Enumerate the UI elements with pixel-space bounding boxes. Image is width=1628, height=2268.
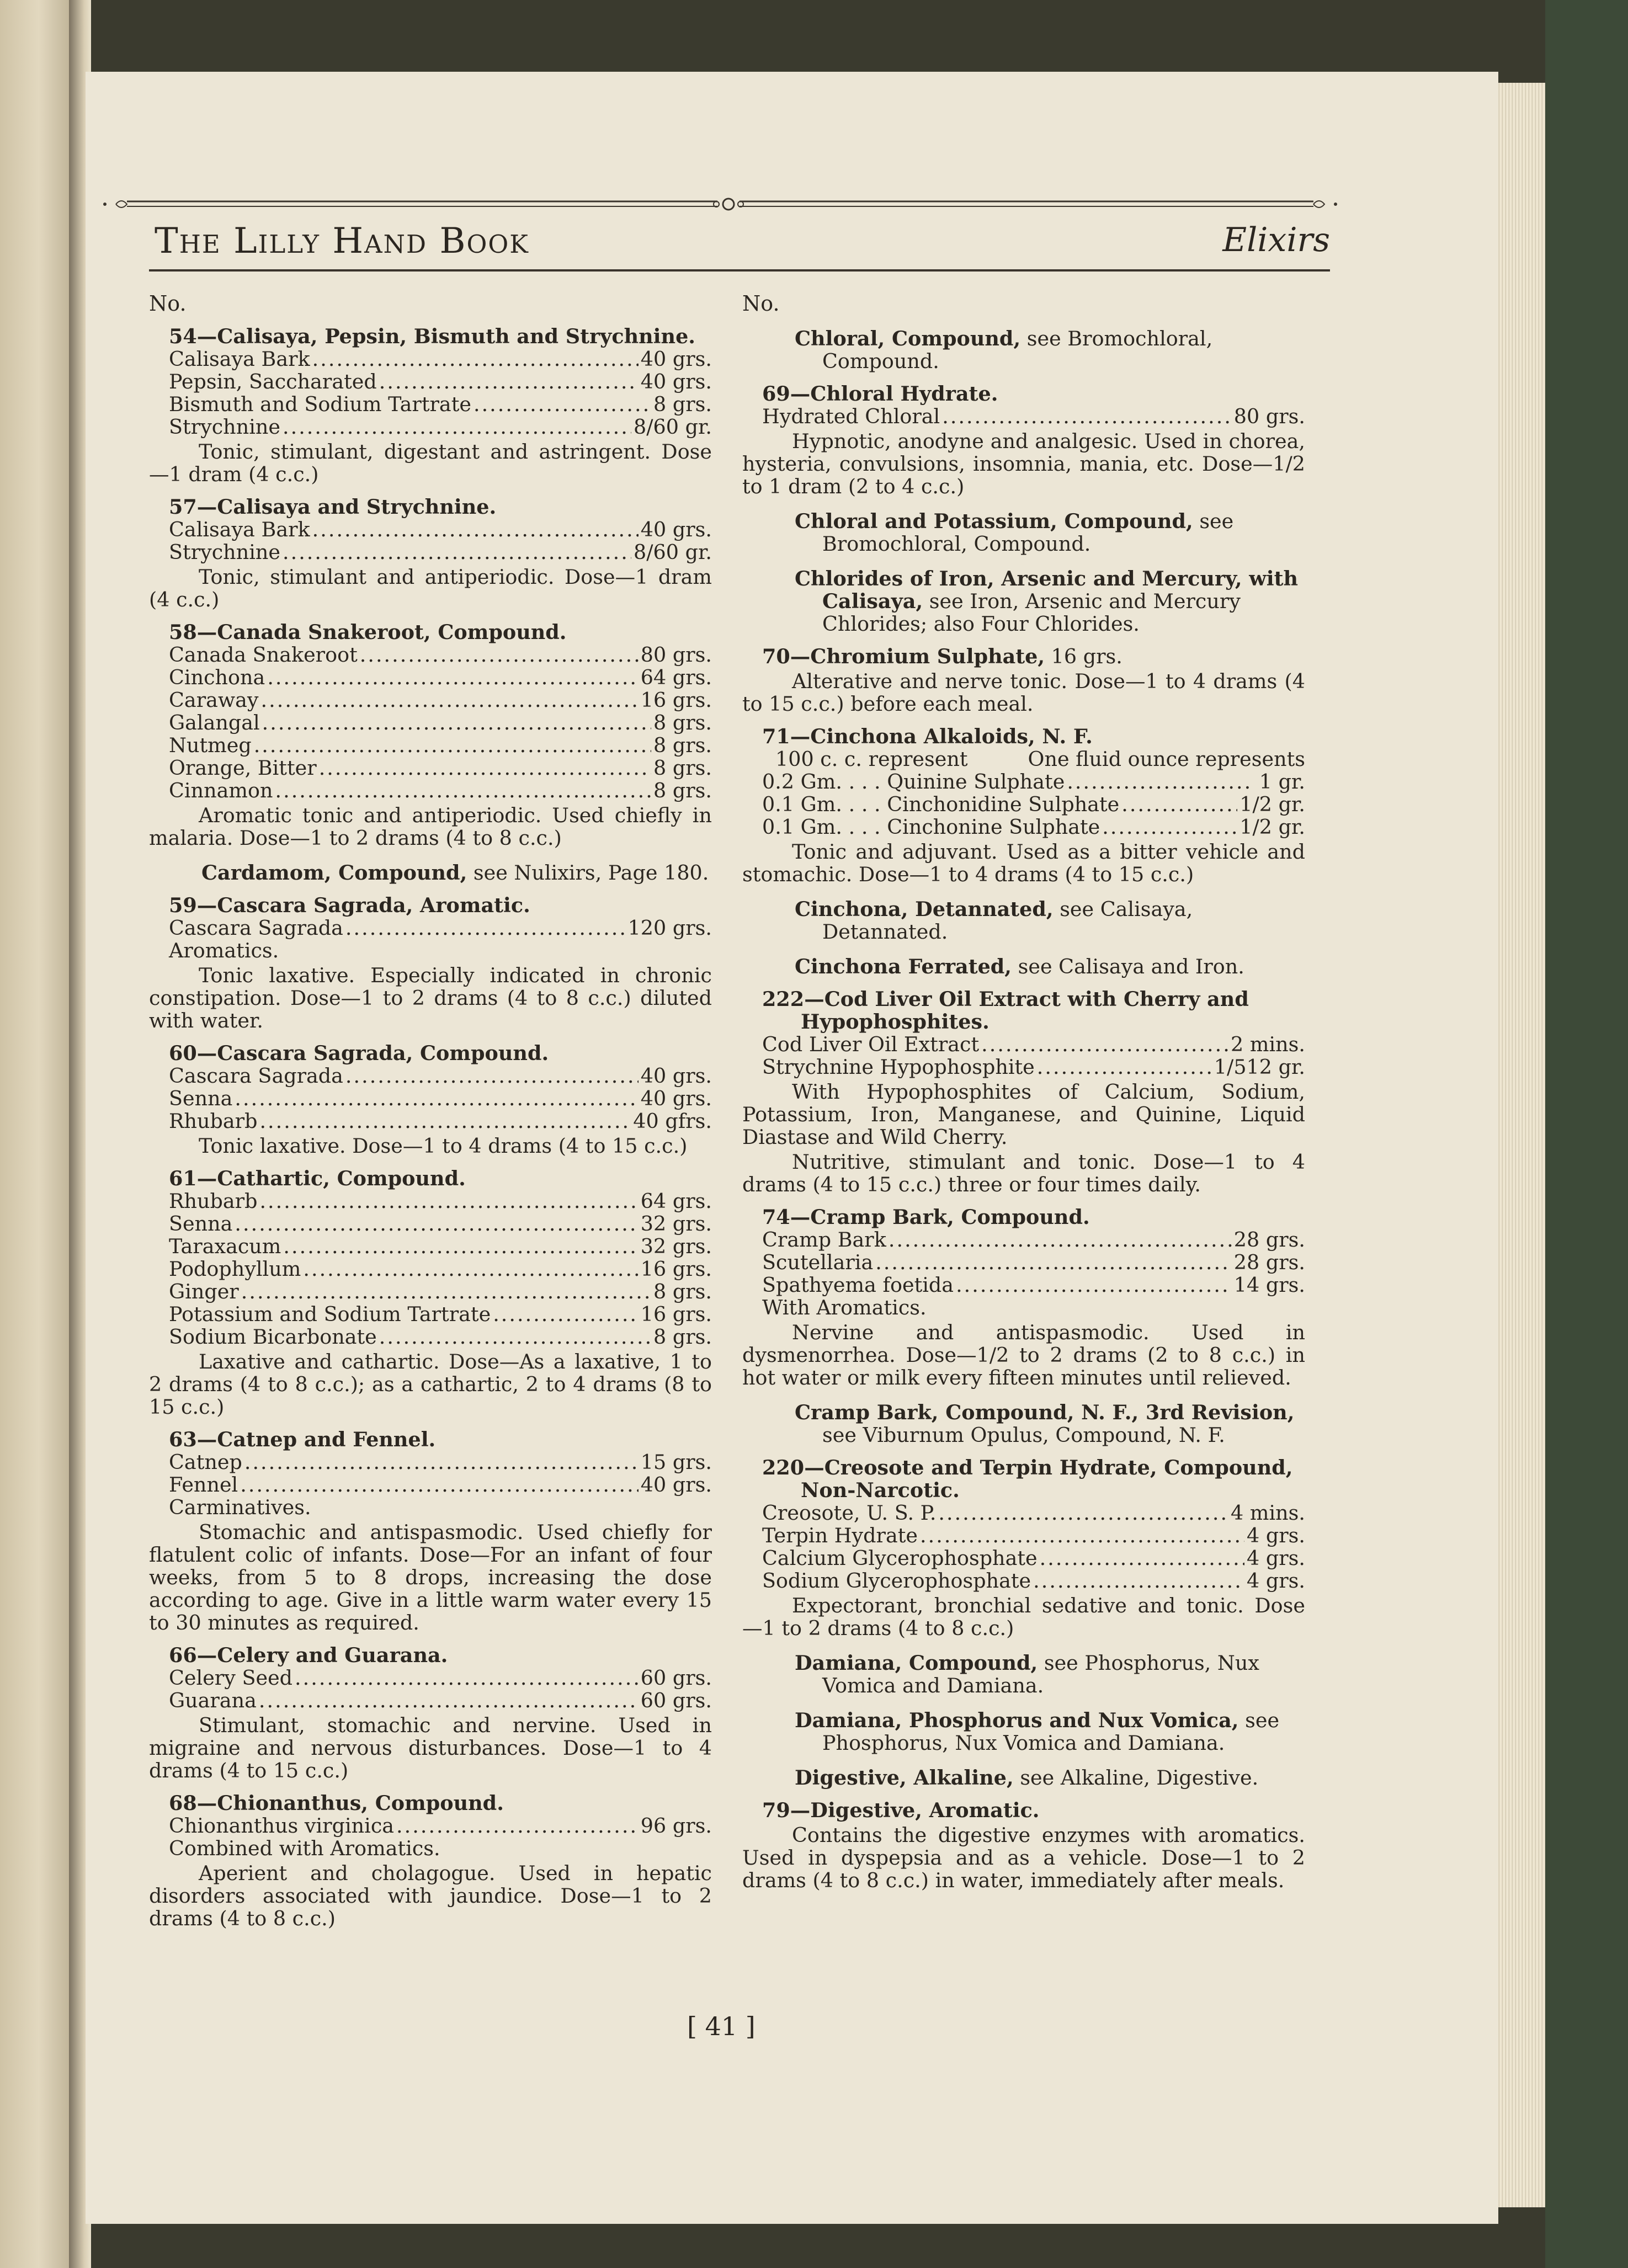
ingredient-amount: 40 grs.: [640, 518, 712, 541]
entry-title-text: 61—Cathartic, Compound.: [169, 1167, 466, 1190]
entry-title: [169, 1644, 712, 1667]
ingredient-name: Cinchona: [169, 666, 265, 689]
ingredient-row: [169, 393, 712, 416]
ingredient-row: [169, 518, 712, 541]
ingredient-amount: 28 grs.: [1233, 1250, 1305, 1274]
ingredient-row: [169, 1325, 712, 1348]
see-reference-head: Damiana, Compound,: [795, 1651, 1038, 1675]
see-reference-tail: see Alkaline, Digestive.: [1013, 1766, 1259, 1790]
ingredient-row: [169, 689, 712, 711]
ingredient-amount: 16 grs.: [640, 688, 712, 712]
ingredient-row: [169, 348, 712, 370]
dot-leader: [267, 666, 638, 689]
dot-leader: [875, 1251, 1232, 1274]
formula-entry: [149, 1428, 712, 1634]
ingredient-name: Canada Snakeroot: [169, 643, 358, 667]
ingredient-amount: 1 gr.: [1259, 770, 1305, 794]
formula-entry: [149, 496, 712, 611]
ingredient-amount: 40 grs.: [640, 1064, 712, 1088]
ingredient-row: [762, 770, 1305, 793]
entry-title: [169, 1167, 712, 1190]
ingredient-row: [169, 1258, 712, 1280]
dot-leader: [275, 779, 651, 802]
dot-leader: [379, 370, 639, 393]
dot-leader: [981, 1033, 1228, 1056]
ingredient-name: Strychnine: [169, 415, 280, 439]
header-ornament: [94, 193, 1352, 215]
ingredient-amount: 8 grs.: [653, 756, 712, 780]
ingredient-row: [762, 1056, 1305, 1078]
ingredient-name: Senna: [169, 1087, 233, 1110]
ingredient-name: Fennel: [169, 1473, 238, 1497]
ingredient-name: Rhubarb: [169, 1109, 258, 1133]
see-reference-head: Damiana, Phosphorus and Nux Vomica,: [795, 1708, 1239, 1732]
ingredient-amount: 32 grs.: [640, 1234, 712, 1258]
description: Nutritive, stimulant and tonic. Dose—1 to 4 drams (4 to 15 c.c.) three or four times daily.: [742, 1150, 1305, 1196]
ingredient-name: Scutellaria: [762, 1250, 874, 1274]
dot-leader: [345, 917, 626, 939]
see-reference-head: Cinchona Ferrated,: [795, 955, 1012, 978]
ingredient-name: Caraway: [169, 688, 259, 712]
ingredient-amount: 40 grs.: [640, 1087, 712, 1110]
ingredient-name: Spathyema foetida: [762, 1273, 954, 1297]
ingredient-name: 0.1 Gm. . . . Cinchonidine Sulphate: [762, 792, 1120, 816]
description: Laxative and cathartic. Dose—As a laxative, 1 to 2 drams (4 to 8 c.c.); as a cathartic, 2 to 4 drams (8 to 15 c.c.): [149, 1350, 712, 1419]
formula-entry: [149, 1042, 712, 1157]
ingredient-name: Catnep: [169, 1450, 242, 1474]
entry-title-text: 220—Creosote and Terpin Hydrate, Compound, Non-Narcotic.: [762, 1456, 1293, 1502]
entry-title: [169, 1792, 712, 1814]
ingredient-name: 0.1 Gm. . . . Cinchonine Sulphate: [762, 815, 1100, 839]
formula-entry: [149, 1792, 712, 1930]
previous-page-edge: [0, 0, 77, 2268]
ingredient-row: [169, 1190, 712, 1212]
note-line: With Aromatics.: [762, 1296, 927, 1319]
ingredient-name: Celery Seed: [169, 1666, 293, 1690]
formula-entry: [742, 1799, 1305, 1892]
ingredient-name: Creosote, U. S. P.: [762, 1501, 937, 1525]
formula-entry: [742, 1206, 1305, 1389]
dot-leader: [295, 1667, 639, 1689]
ingredient-amount: 120 grs.: [627, 916, 712, 940]
ingredient-amount: 8 grs.: [653, 1280, 712, 1303]
ingredient-amount: 8 grs.: [653, 1325, 712, 1349]
entry-title-text: 63—Catnep and Fennel.: [169, 1428, 436, 1451]
see-reference-head: Chloral and Potassium, Compound,: [795, 509, 1193, 533]
right-column: [742, 292, 1305, 1892]
ingredient-name: Cascara Sagrada: [169, 1064, 343, 1088]
ingredient-row: [169, 1064, 712, 1087]
ingredient-amount: 4 grs.: [1247, 1546, 1305, 1570]
dot-leader: [259, 1190, 638, 1212]
ingredient-name: Terpin Hydrate: [762, 1524, 918, 1547]
ingredient-amount: 1/2 gr.: [1239, 792, 1305, 816]
ingredient-row: [762, 1274, 1305, 1296]
ingredient-name: Pepsin, Saccharated: [169, 370, 377, 393]
description: Hypnotic, anodyne and analgesic. Used in chorea, hysteria, convulsions, insomnia, mania, etc. Dose—1/2 to 1 dram (2 to 4 c.c.): [742, 429, 1305, 498]
ingredient-row: [169, 1235, 712, 1258]
ingredient-row: [169, 1473, 712, 1496]
description: Tonic laxative. Especially indicated in chronic constipation. Dose—1 to 2 drams (4 to 8 c.c.) diluted with water.: [149, 963, 712, 1032]
description: Stomachic and antispasmodic. Used chiefly for flatulent colic of infants. Dose—For an infant of four weeks, from 5 to 8 drops, increasing the dose according to age. Give in a little warm water every 15 to 30 minutes as required.: [149, 1520, 712, 1635]
note-line: Carminatives.: [169, 1495, 311, 1519]
entry-title-text: 57—Calisaya and Strychnine.: [169, 495, 497, 519]
see-reference: [742, 1766, 1305, 1789]
header-rule: [149, 269, 1330, 271]
formula-entry: [149, 325, 712, 486]
ingredient-amount: 40 grs.: [640, 347, 712, 371]
entry-title: [762, 1799, 1305, 1822]
formula-entry: [742, 382, 1305, 498]
ingredient-row: [169, 416, 712, 438]
entry-title-amount: 16 grs.: [1045, 645, 1122, 668]
ingredient-amount: 4 mins.: [1231, 1501, 1305, 1525]
ingredient-row: [169, 1814, 712, 1837]
entry-title: [169, 621, 712, 643]
ingredient-row: [762, 1524, 1305, 1547]
dot-leader: [942, 405, 1232, 428]
description: Aromatic tonic and antiperiodic. Used chiefly in malaria. Dose—1 to 2 drams (4 to 8 c.c.): [149, 803, 712, 850]
dot-leader: [259, 1689, 639, 1712]
ingredient-amount: 8/60 gr.: [634, 540, 712, 564]
entry-title-text: 71—Cinchona Alkaloids, N. F.: [762, 725, 1093, 748]
ingredient-amount: 1/512 gr.: [1214, 1055, 1305, 1079]
see-reference: [742, 955, 1305, 978]
see-reference: [149, 861, 712, 884]
see-reference: [742, 898, 1305, 943]
ingredient-row: [169, 734, 712, 757]
entry-title: [169, 1042, 712, 1064]
ingredient-name: Potassium and Sodium Tartrate: [169, 1302, 491, 1326]
dot-leader: [283, 1235, 638, 1258]
formula-entry: [742, 725, 1305, 886]
ingredient-name: Cod Liver Oil Extract: [762, 1032, 980, 1056]
description: Nervine and antispasmodic. Used in dysmenorrhea. Dose—1/2 to 2 drams (2 to 8 c.c.) in hot water or milk every fifteen minutes until relieved.: [742, 1321, 1305, 1389]
formula-entry: [149, 621, 712, 849]
ingredient-amount: 8 grs.: [653, 733, 712, 757]
ingredient-name: Galangal: [169, 711, 260, 734]
ingredient-row: [169, 1689, 712, 1712]
ingredient-amount: 80 grs.: [640, 643, 712, 667]
dot-leader: [254, 734, 651, 757]
dot-leader: [889, 1228, 1232, 1251]
entry-title: [762, 382, 1305, 405]
description: Aperient and cholagogue. Used in hepatic disorders associated with jaundice. Dose—1 to 2 drams (4 to 8 c.c.): [149, 1861, 712, 1930]
ingredient-amount: 8 grs.: [653, 392, 712, 416]
ingredient-row: [762, 1569, 1305, 1592]
see-reference-head: Digestive, Alkaline,: [795, 1766, 1014, 1790]
see-reference-tail: see Viburnum Opulus, Compound, N. F.: [822, 1423, 1225, 1447]
section-title: Elixirs: [1222, 221, 1330, 259]
formula-entry: [149, 1644, 712, 1782]
ingredient-amount: 40 grs.: [640, 1473, 712, 1497]
formula-entry: [149, 1167, 712, 1418]
dot-leader: [319, 757, 651, 779]
entry-title-text: 74—Cramp Bark, Compound.: [762, 1205, 1090, 1229]
description: Tonic and adjuvant. Used as a bitter vehicle and stomachic. Dose—1 to 4 drams (4 to 15 c.c.): [742, 840, 1305, 886]
ingredient-amount: 8 grs.: [653, 711, 712, 734]
ingredient-row: [762, 793, 1305, 816]
ingredient-amount: 16 grs.: [640, 1257, 712, 1281]
dot-leader: [396, 1814, 639, 1837]
see-reference: [742, 510, 1305, 555]
see-reference-head: Cinchona, Detannated,: [795, 897, 1054, 921]
see-reference-tail: see Bromochloral, Compound.: [822, 327, 1213, 373]
ingredient-amount: 4 grs.: [1247, 1524, 1305, 1547]
ingredient-row: [762, 1228, 1305, 1251]
ingredient-amount: 32 grs.: [640, 1212, 712, 1236]
ingredient-row: [169, 711, 712, 734]
entry-title-text: 70—Chromium Sulphate,: [762, 645, 1045, 668]
dot-leader: [312, 348, 639, 370]
entry-title: [762, 988, 1305, 1033]
see-reference-head: Chlorides of Iron, Arsenic and Mercury, with Calisaya,: [795, 567, 1298, 613]
ingredient-row: [169, 1667, 712, 1689]
ingredient-row: [169, 1087, 712, 1110]
ingredient-row: [169, 1212, 712, 1235]
ingredient-name: Chionanthus virginica: [169, 1814, 395, 1838]
ingredient-amount: 14 grs.: [1233, 1273, 1305, 1297]
see-reference: [742, 327, 1305, 372]
ingredient-row: [169, 1303, 712, 1325]
book-cover-right: [1545, 0, 1628, 2268]
ingredient-amount: 8/60 gr.: [634, 415, 712, 439]
dot-leader: [283, 541, 631, 563]
note-line: Combined with Aromatics.: [169, 1836, 440, 1860]
ingredient-row: [169, 917, 712, 939]
formula-entry: [742, 1456, 1305, 1639]
dot-leader: [473, 393, 651, 416]
ingredient-row: [762, 1547, 1305, 1569]
description: Tonic, stimulant, digestant and astringent. Dose —1 dram (4 c.c.): [149, 440, 712, 486]
ingredient-row: [169, 779, 712, 802]
representation-header: [775, 748, 1305, 770]
dot-leader: [1037, 1056, 1212, 1078]
dot-leader: [262, 711, 651, 734]
see-reference-head: Cardamom, Compound,: [201, 861, 467, 885]
see-reference-tail: see Calisaya and Iron.: [1012, 955, 1244, 978]
dot-leader: [235, 1087, 638, 1110]
entry-title: [762, 645, 1305, 668]
dot-leader: [345, 1064, 639, 1087]
ingredient-amount: 1/2 gr.: [1239, 815, 1305, 839]
entry-title-text: 60—Cascara Sagrada, Compound.: [169, 1041, 549, 1065]
dot-leader: [1033, 1569, 1244, 1592]
entry-title-text: 54—Calisaya, Pepsin, Bismuth and Strychnine.: [169, 324, 696, 348]
see-reference: [742, 1652, 1305, 1697]
dot-leader: [956, 1274, 1232, 1296]
ingredient-row: [169, 643, 712, 666]
see-reference-head: Chloral, Compound,: [795, 327, 1021, 350]
see-reference-tail: see Phosphorus, Nux Vomica and Damiana.: [822, 1708, 1280, 1755]
ingredient-amount: 15 grs.: [640, 1450, 712, 1474]
entry-title: [762, 725, 1305, 748]
note-line: Aromatics.: [169, 939, 279, 962]
left-column: [149, 292, 712, 1930]
book-title: The Lilly Hand Book: [155, 221, 529, 262]
formula-entry: [742, 988, 1305, 1196]
ingredient-name: Cinnamon: [169, 779, 273, 802]
see-reference-tail: see Phosphorus, Nux Vomica and Damiana.: [822, 1651, 1259, 1697]
ingredient-name: Guarana: [169, 1689, 257, 1712]
description: Stimulant, stomachic and nervine. Used in migraine and nervous disturbances. Dose—1 to 4 drams (4 to 15 c.c.): [149, 1713, 712, 1782]
ingredient-name: Hydrated Chloral: [762, 404, 940, 428]
entry-title-text: 58—Canada Snakeroot, Compound.: [169, 620, 567, 644]
entry-title-text: 68—Chionanthus, Compound.: [169, 1791, 504, 1815]
entry-title: [169, 894, 712, 917]
ingredient-name: Sodium Bicarbonate: [169, 1325, 377, 1349]
ingredient-name: Orange, Bitter: [169, 756, 317, 780]
page-number: [ 41 ]: [687, 2011, 756, 2041]
ingredient-row: [762, 405, 1305, 428]
number-label: No.: [742, 291, 780, 316]
page-stack-edges: [1490, 83, 1551, 2207]
dot-leader: [1102, 816, 1237, 838]
description: With Hypophosphites of Calcium, Sodium, Potassium, Iron, Manganese, and Quinine, Liquid Diastase and Wild Cherry.: [742, 1080, 1305, 1149]
ingredient-amount: 28 grs.: [1233, 1228, 1305, 1252]
dot-leader: [244, 1451, 639, 1473]
ingredient-name: Rhubarb: [169, 1189, 258, 1213]
ingredient-amount: 4 grs.: [1247, 1569, 1305, 1593]
ingredient-name: Strychnine: [169, 540, 280, 564]
ingredient-name: Senna: [169, 1212, 233, 1236]
entry-title: [169, 325, 712, 348]
dot-leader: [241, 1280, 651, 1303]
ingredient-amount: 64 grs.: [640, 666, 712, 689]
dot-leader: [379, 1325, 651, 1348]
dot-leader: [235, 1212, 638, 1235]
ingredient-name: Cramp Bark: [762, 1228, 886, 1252]
ingredient-row: [169, 1451, 712, 1473]
entry-title-text: 66—Celery and Guarana.: [169, 1643, 448, 1667]
entry-title: [169, 496, 712, 518]
formula-entry: [742, 645, 1305, 715]
ingredient-amount: 60 grs.: [640, 1666, 712, 1690]
dot-leader: [261, 689, 639, 711]
entry-title-text: 69—Chloral Hydrate.: [762, 382, 998, 406]
see-reference-tail: see Iron, Arsenic and Mercury Chlorides; also Four Chlorides.: [822, 589, 1241, 636]
ingredient-name: 0.2 Gm. . . . Quinine Sulphate: [762, 770, 1065, 794]
see-reference-tail: see Calisaya, Detannated.: [822, 897, 1193, 944]
ingredient-row: [169, 1280, 712, 1303]
formula-entry: [149, 894, 712, 1032]
see-reference-head: Cramp Bark, Compound, N. F., 3rd Revision,: [795, 1401, 1295, 1424]
description: Contains the digestive enzymes with aromatics. Used in dyspepsia and as a vehicle. Dose—1 to 2 drams (4 to 8 c.c.) in water, immediately after meals.: [742, 1823, 1305, 1892]
ingredient-name: Ginger: [169, 1280, 239, 1303]
ingredient-name: Strychnine Hypophosphite: [762, 1055, 1035, 1079]
ingredient-row: [169, 541, 712, 563]
dot-leader: [259, 1110, 631, 1132]
dot-leader: [493, 1303, 639, 1325]
dot-leader: [303, 1258, 638, 1280]
see-reference: [742, 567, 1305, 635]
description: Tonic, stimulant and antiperiodic. Dose—1 dram (4 c.c.): [149, 565, 712, 611]
dot-leader: [1067, 770, 1253, 793]
ingredient-name: Calcium Glycerophosphate: [762, 1546, 1038, 1570]
dot-leader: [938, 1502, 1228, 1524]
ingredient-amount: 80 grs.: [1233, 404, 1305, 428]
dot-leader: [360, 643, 639, 666]
see-reference: [742, 1709, 1305, 1754]
ingredient-amount: 16 grs.: [640, 1302, 712, 1326]
ingredient-row: [762, 1251, 1305, 1274]
dot-leader: [240, 1473, 639, 1496]
ingredient-name: Podophyllum: [169, 1257, 301, 1281]
entry-title-text: 59—Cascara Sagrada, Aromatic.: [169, 893, 530, 917]
rep-right: One fluid ounce represents: [1028, 747, 1305, 771]
see-reference-tail: see Bromochloral, Compound.: [822, 509, 1234, 556]
ingredient-name: Cascara Sagrada: [169, 916, 343, 940]
ingredient-amount: 96 grs.: [640, 1814, 712, 1838]
number-label: No.: [149, 291, 187, 316]
dot-leader: [1121, 793, 1237, 816]
ingredient-amount: 64 grs.: [640, 1189, 712, 1213]
ingredient-name: Calisaya Bark: [169, 347, 310, 371]
dot-leader: [283, 416, 631, 438]
ingredient-row: [762, 816, 1305, 838]
description: Alterative and nerve tonic. Dose—1 to 4 drams (4 to 15 c.c.) before each meal.: [742, 669, 1305, 716]
dot-leader: [920, 1524, 1244, 1547]
dot-leader: [1040, 1547, 1244, 1569]
ingredient-name: Calisaya Bark: [169, 518, 310, 541]
ingredient-name: Bismuth and Sodium Tartrate: [169, 392, 471, 416]
ingredient-name: Taraxacum: [169, 1234, 281, 1258]
entry-title-text: 222—Cod Liver Oil Extract with Cherry and Hypophosphites.: [762, 987, 1249, 1034]
ingredient-name: Sodium Glycerophosphate: [762, 1569, 1031, 1593]
see-reference: [742, 1401, 1305, 1446]
rep-left: 100 c. c. represent: [775, 747, 968, 771]
ingredient-amount: 40 gfrs.: [633, 1109, 712, 1133]
dot-leader: [312, 518, 639, 541]
ingredient-row: [169, 757, 712, 779]
ingredient-row: [762, 1033, 1305, 1056]
ingredient-amount: 8 grs.: [653, 779, 712, 802]
ingredient-row: [169, 1110, 712, 1132]
entry-title: [762, 1206, 1305, 1228]
entry-title: [762, 1456, 1305, 1502]
ingredient-row: [762, 1502, 1305, 1524]
entry-title-text: 79—Digestive, Aromatic.: [762, 1798, 1040, 1822]
ingredient-row: [169, 370, 712, 393]
ingredient-row: [169, 666, 712, 689]
ingredient-amount: 40 grs.: [640, 370, 712, 393]
description: Tonic laxative. Dose—1 to 4 drams (4 to 15 c.c.): [199, 1134, 688, 1158]
ingredient-amount: 60 grs.: [640, 1689, 712, 1712]
see-reference-tail: see Nulixirs, Page 180.: [467, 861, 709, 885]
entry-title: [169, 1428, 712, 1451]
description: Expectorant, bronchial sedative and tonic. Dose —1 to 2 drams (4 to 8 c.c.): [742, 1594, 1305, 1640]
ingredient-amount: 2 mins.: [1231, 1032, 1305, 1056]
ingredient-name: Nutmeg: [169, 733, 252, 757]
